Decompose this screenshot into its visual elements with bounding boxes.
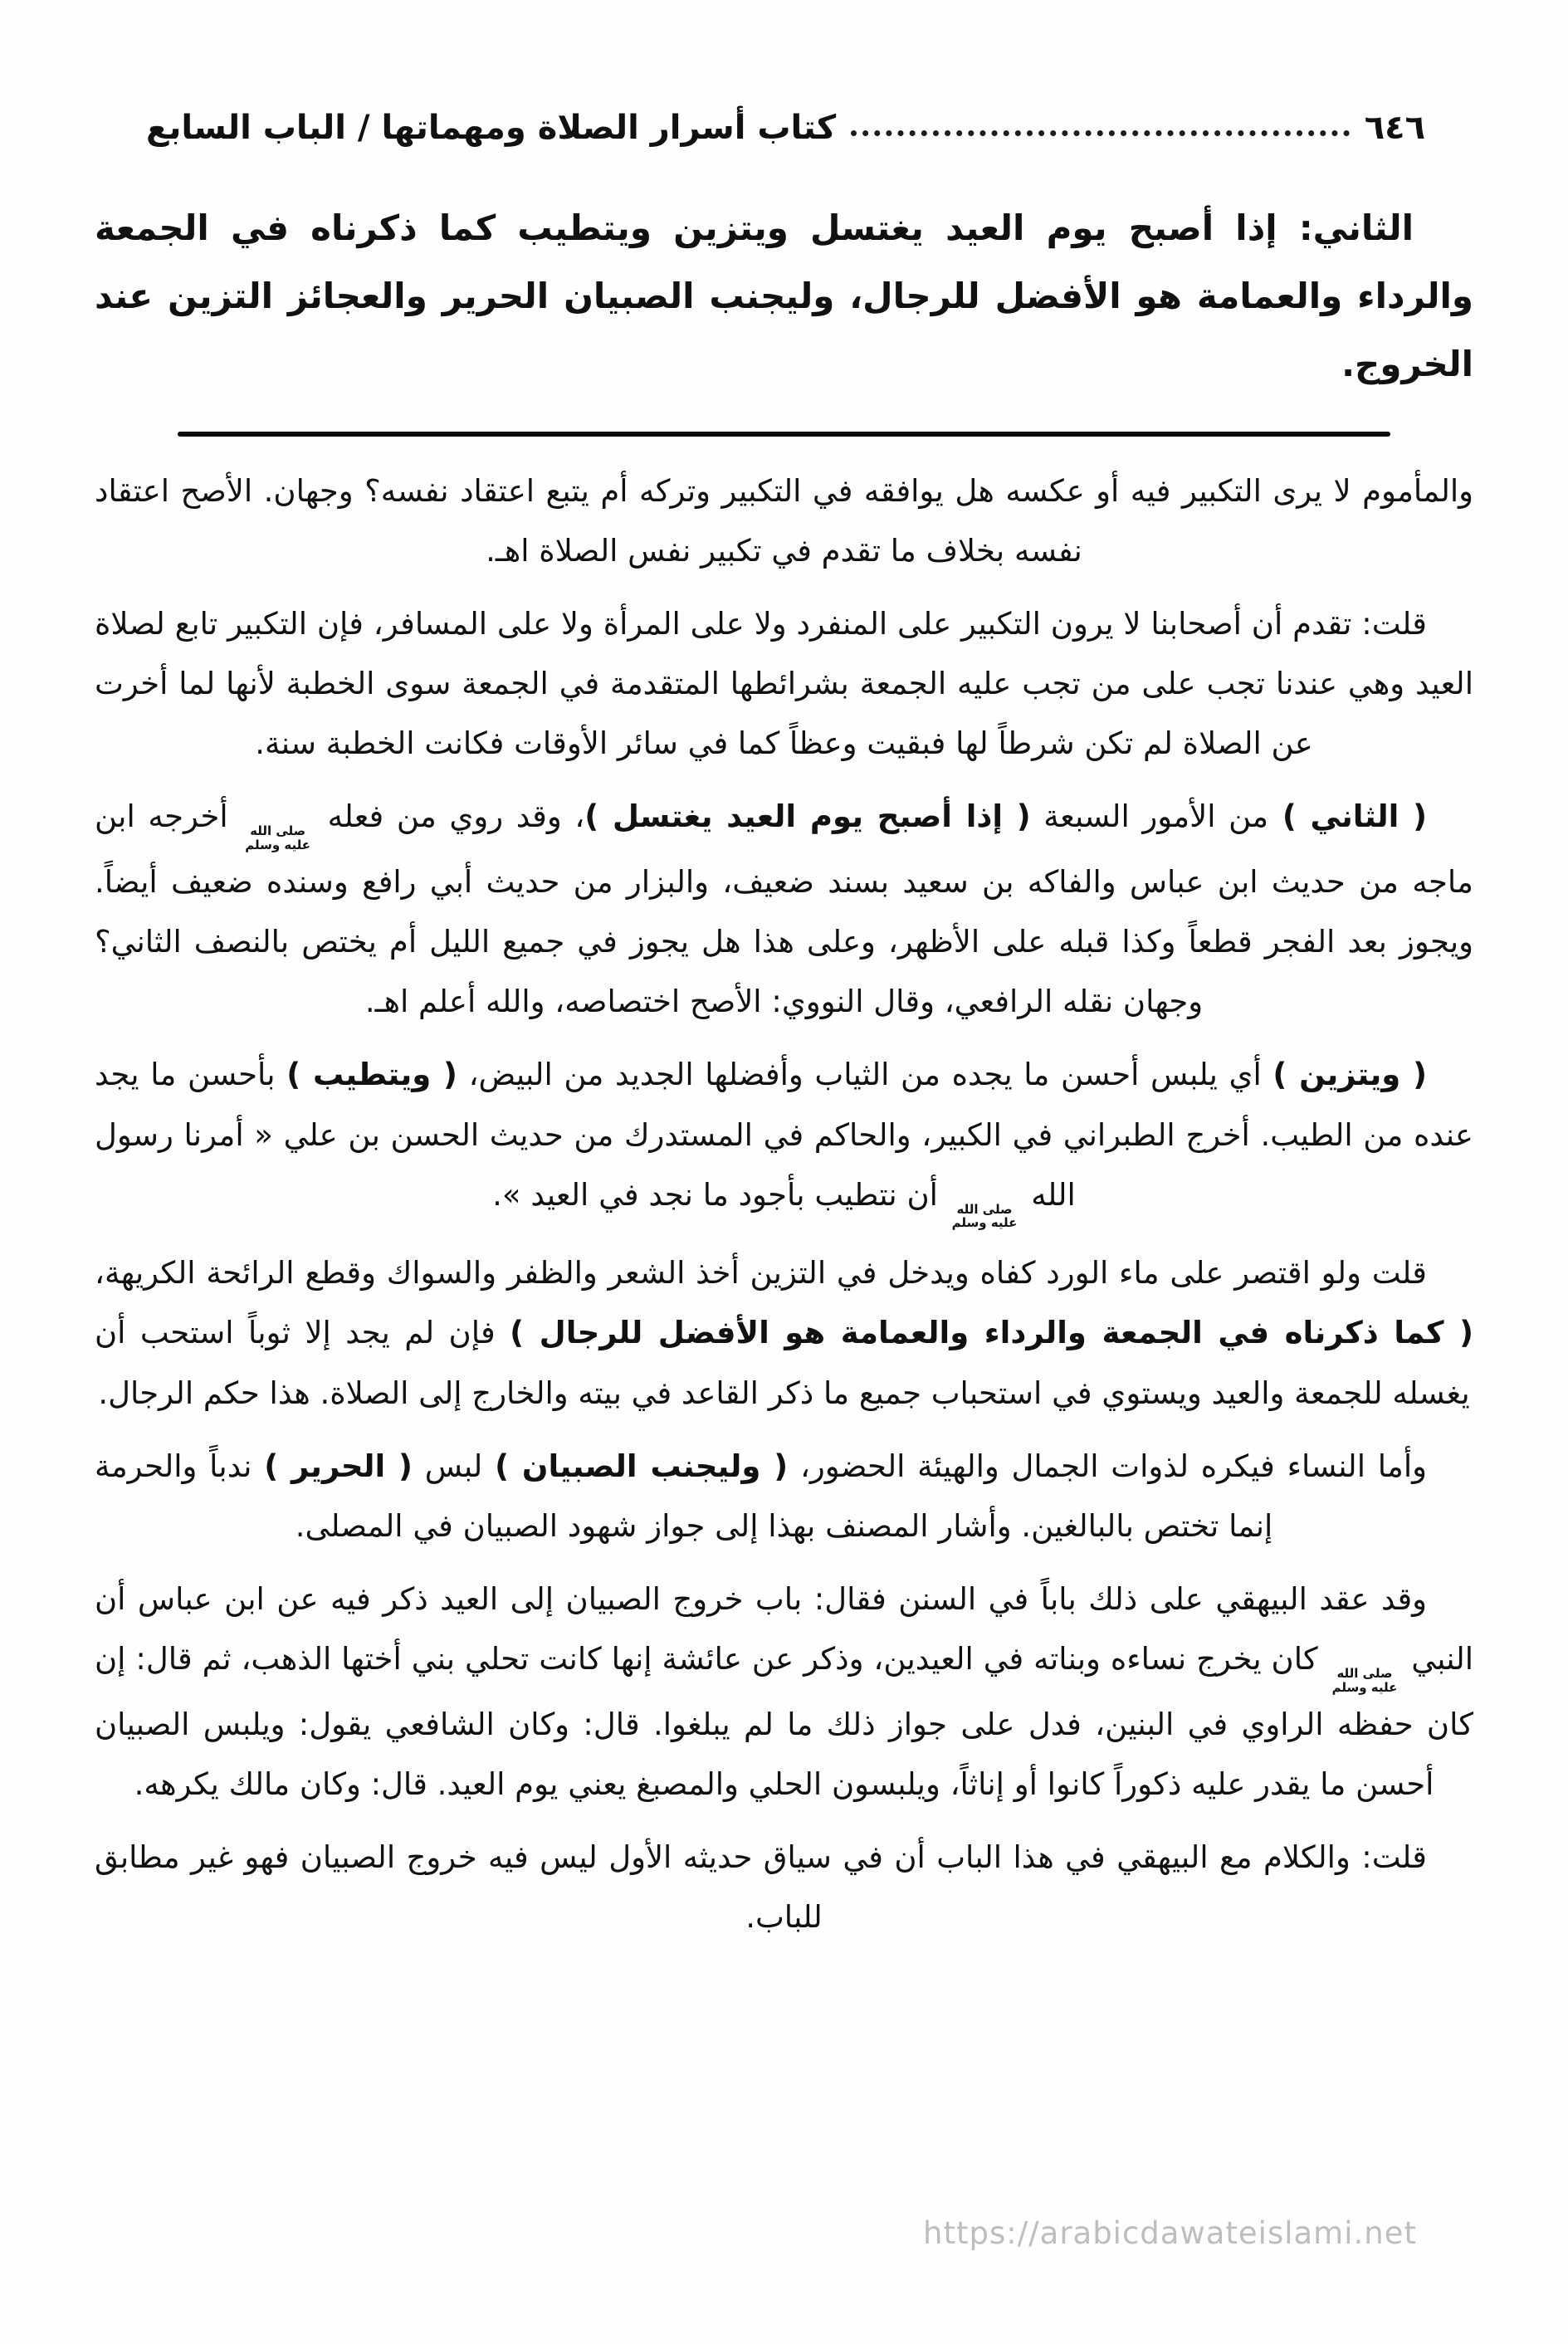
bold-lemma: ( إذا أصبح يوم العيد يغتسل ): [584, 798, 1031, 835]
commentary-text: وقد عقد البيهقي على ذلك باباً في السنن فقال: باب خروج الصبيان إلى العيد ذكر فيه عن ابن عباس أن النبي: [95, 1580, 1473, 1677]
commentary-text: فإن لم يجد إلا ثوباً استحب أن يغسله للجمعة والعيد ويستوي في استحباب جميع ما ذكر القاعد في بيته والخارج إلى الصلاة. هذا حكم الرجال.: [95, 1315, 1470, 1411]
honorific-saw-mark: صلى الله عليه وسلم: [245, 823, 311, 853]
commentary-section: [95, 461, 1473, 1948]
page-number: ٦٤٦: [1364, 109, 1425, 147]
commentary-text: قلت ولو اقتصر على ماء الورد كفاه ويدخل في التزين أخذ الشعر والظفر والسواك وقطع الرائحة الكريهة،: [95, 1255, 1427, 1292]
commentary-text: والمأموم لا يرى التكبير فيه أو عكسه هل يوافقه في التكبير وتركه أم يتبع اعتقاد نفسه؟ وجهان. الأصح اعتقاد نفسه بخلاف ما تقدم في تكبير نفس الصلاة اهـ.: [95, 472, 1473, 569]
commentary-text: لبس: [412, 1448, 496, 1484]
commentary-text: أن نتطيب بأجود ما نجد في العيد ».: [492, 1176, 948, 1213]
commentary-text: قلت: تقدم أن أصحابنا لا يرون التكبير على المنفرد ولا على المرأة ولا على المسافر، فإن التكبير تابع لصلاة العيد وهي عندنا تجب على من تجب عليه الجمعة بشرائطها المتقدمة في الجمعة سوى الخطبة لأنها لما أخرت عن الصلاة لم تكن شرطاً لها فبقيت وعظاً كما في سائر الأوقات فكانت الخطبة سنة.: [95, 605, 1473, 762]
commentary-paragraph: [95, 461, 1473, 581]
commentary-text: من الأمور السبعة: [1030, 798, 1269, 835]
honorific-saw-mark: صلى الله عليه وسلم: [951, 1201, 1018, 1231]
commentary-paragraph: [95, 1570, 1473, 1814]
commentary-text: قلت: والكلام مع البيهقي في هذا الباب أن في سياق حديثه الأول ليس فيه خروج الصبيان فهو غير مطابق للباب.: [95, 1839, 1427, 1936]
commentary-text: ، وقد روي من فعله: [315, 798, 585, 835]
bold-lemma: ( ويتطيب ): [286, 1057, 457, 1093]
bold-lemma: ( وليجنب الصبيان ): [495, 1448, 789, 1484]
dotted-leader: [851, 130, 1350, 136]
commentary-paragraph: [95, 1828, 1473, 1947]
commentary-paragraph: [95, 1045, 1473, 1230]
bold-lemma: ( الثاني ): [1268, 798, 1428, 835]
commentary-text: كان يخرج نساءه وبناته في العيدين، وذكر عن عائشة إنها كانت تحلي بني أختها الذهب، ثم قال: إن كان حفظه الراوي في البنين، فدل على جواز ذلك ما لم يبلغوا. قال: وكان الشافعي يقول: ويلبس الصبيان أحسن ما يقدر عليه ذكوراً كانوا أو إناثاً، ويلبسون الحلي والمصبغ يعني يوم العيد. قال: وكان مالك يكرهه.: [95, 1641, 1473, 1802]
bold-lemma: ( ويتزين ): [1272, 1057, 1427, 1093]
commentary-paragraph: [95, 1243, 1473, 1423]
commentary-paragraph: [95, 1437, 1473, 1556]
bold-lemma: ( الحرير ): [264, 1448, 413, 1484]
matn-paragraph: الثاني: إذا أصبح يوم العيد يغتسل ويتزين ويتطيب كما ذكرناه في الجمعة والرداء والعمامة هو الأفضل للرجال، وليجنب الصبيان الحرير والعجائز التزين عند الخروج.: [95, 208, 1473, 384]
chapter-title: كتاب أسرار الصلاة ومهماتها / الباب السابع: [146, 109, 837, 147]
commentary-paragraph: [95, 594, 1473, 774]
commentary-text: وأما النساء فيكره لذوات الجمال والهيئة الحضور،: [788, 1448, 1427, 1484]
commentary-paragraph: [95, 787, 1473, 1032]
watermark-url: https://arabicdawateislami.net: [923, 2215, 1417, 2251]
matn-section: [95, 194, 1473, 398]
bold-lemma: ( كما ذكرناه في الجمعة والرداء والعمامة هو الأفضل للرجال ): [510, 1315, 1473, 1351]
commentary-text: ندباً والحرمة إنما تختص بالبالغين. وأشار المصنف بهذا إلى جواز شهود الصبيان في المصلى.: [95, 1448, 1273, 1544]
commentary-text: أي يلبس أحسن ما يجده من الثياب وأفضلها الجديد من البيض،: [457, 1057, 1273, 1093]
honorific-saw-mark: صلى الله عليه وسلم: [1331, 1666, 1398, 1695]
commentary-text: بأحسن ما يجد عنده من الطيب. أخرج الطبراني في الكبير، والحاكم في المستدرك من حديث الحسن بن علي « أمرنا رسول الله: [95, 1057, 1473, 1213]
page-header: [95, 106, 1473, 149]
section-divider-rule: [178, 432, 1391, 437]
commentary-text: أخرجه ابن ماجه من حديث ابن عباس والفاكه بن سعيد بسند ضعيف، والبزار من حديث أبي رافع وسنده ضعيف أيضاً. ويجوز بعد الفجر قطعاً وكذا قبله على الأظهر، وعلى هذا هل يجوز في جميع الليل أم يختص بالنصف الثاني؟ وجهان نقله الرافعي، وقال النووي: الأصح اختصاصه، والله أعلم اهـ.: [95, 798, 1473, 1020]
